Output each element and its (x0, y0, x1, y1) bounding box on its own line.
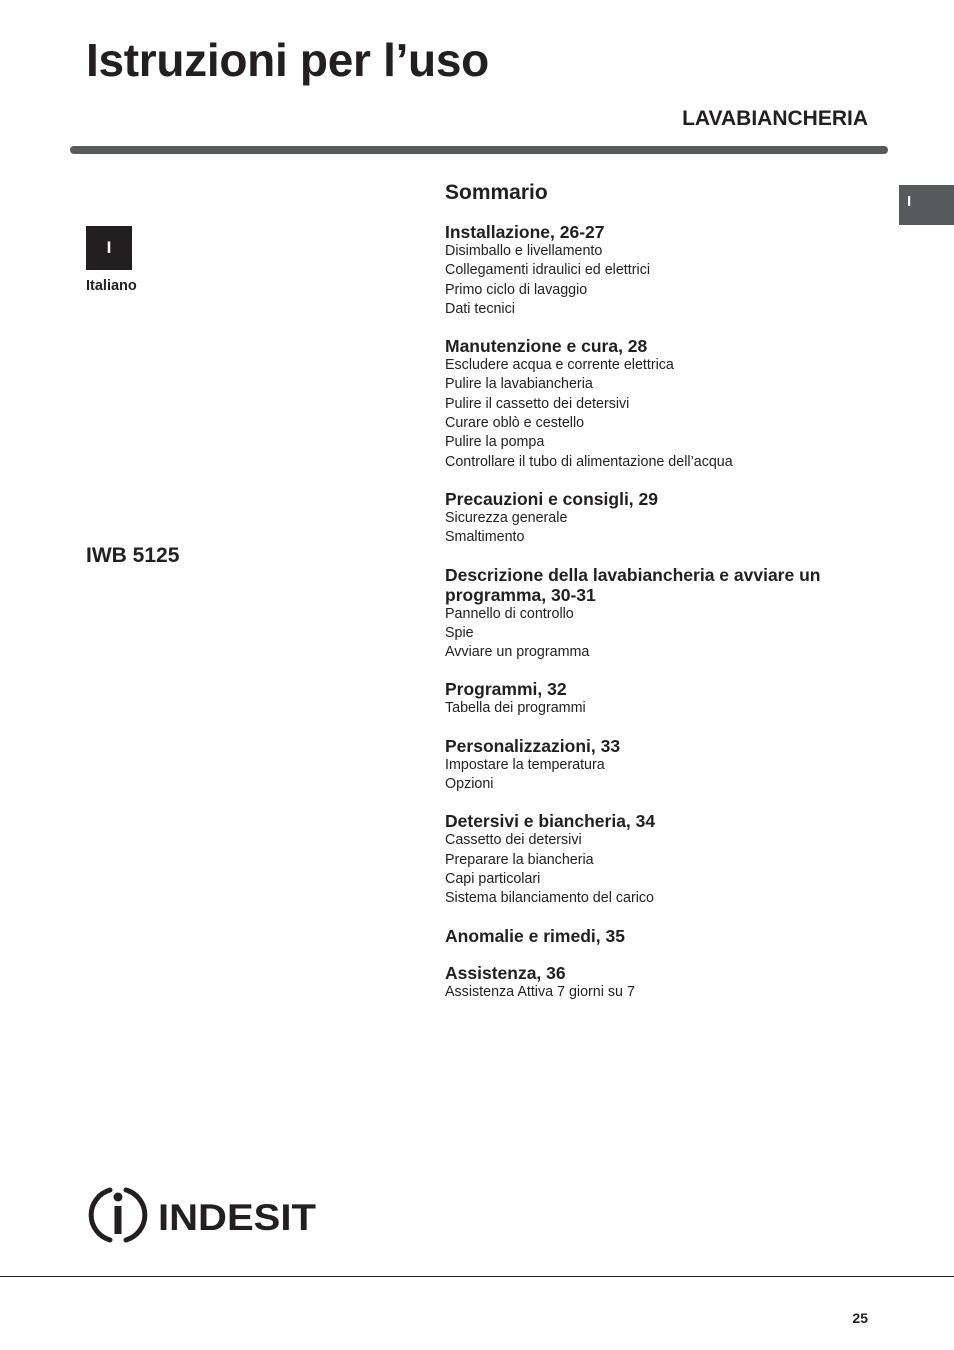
footer-divider (0, 1276, 954, 1277)
toc-item: Smaltimento (445, 529, 525, 546)
toc-section-title: Programmi, 32 (445, 679, 567, 700)
language-label: Italiano (86, 278, 137, 294)
toc-item: Impostare la temperatura (445, 756, 605, 773)
language-badge: I (86, 226, 132, 270)
toc-section (445, 336, 890, 472)
toc-section-title: Anomalie e rimedi, 35 (445, 925, 625, 946)
indesit-logo-icon (88, 1184, 320, 1246)
toc-section-title: Manutenzione e cura, 28 (445, 336, 648, 357)
toc-item: Sistema bilanciamento del carico (445, 890, 654, 907)
toc-item: Cassetto dei detersivi (445, 832, 582, 849)
toc-item: Avviare un programma (445, 644, 590, 661)
language-side-tab: I (899, 185, 954, 225)
toc-item: Sicurezza generale (445, 509, 568, 526)
toc-section (445, 963, 890, 1002)
toc-item: Assistenza Attiva 7 giorni su 7 (445, 983, 635, 1000)
toc-sections (445, 222, 890, 1002)
toc-item: Disimballo e livellamento (445, 243, 603, 259)
toc-section (445, 489, 890, 548)
toc-item: Escludere acqua e corrente elettrica (445, 357, 674, 374)
page-title: Istruzioni per l’uso (86, 34, 489, 86)
toc-item: Primo ciclo di lavaggio (445, 281, 588, 298)
toc-section-title: Assistenza, 36 (445, 962, 566, 983)
model-number: IWB 5125 (86, 544, 180, 567)
toc-section-title: Precauzioni e consigli, 29 (445, 488, 658, 509)
toc-heading: Sommario (445, 181, 548, 204)
toc-section (445, 679, 890, 718)
table-of-contents (445, 180, 890, 1019)
toc-item: Pannello di controllo (445, 605, 574, 622)
toc-item: Curare oblò e cestello (445, 415, 585, 432)
page-number: 25 (852, 1310, 868, 1326)
toc-item: Dati tecnici (445, 300, 515, 317)
product-category: LAVABIANCHERIA (682, 107, 868, 130)
toc-section-title: Detersivi e biancheria, 34 (445, 811, 656, 832)
brand-name: INDESIT (158, 1197, 317, 1238)
toc-item: Spie (445, 624, 474, 641)
toc-section (445, 811, 890, 908)
toc-section (445, 736, 890, 795)
toc-item: Controllare il tubo di alimentazione dell’acqua (445, 453, 733, 470)
toc-section-title: Descrizione della lavabiancheria e avviare un programma, 30-31 (445, 564, 821, 605)
toc-item: Preparare la biancheria (445, 851, 594, 868)
header-divider (70, 146, 888, 154)
toc-item: Capi particolari (445, 870, 541, 887)
toc-section (445, 565, 890, 663)
toc-section (445, 222, 890, 319)
toc-item: Collegamenti idraulici ed elettrici (445, 262, 651, 279)
toc-item: Pulire il cassetto dei detersivi (445, 395, 630, 412)
toc-section-title: Installazione, 26-27 (445, 222, 605, 242)
toc-item: Pulire la lavabiancheria (445, 376, 593, 393)
toc-section-title: Personalizzazioni, 33 (445, 735, 621, 756)
toc-item: Tabella dei programmi (445, 700, 586, 717)
toc-item: Pulire la pompa (445, 434, 545, 451)
toc-section (445, 926, 890, 946)
toc-item: Opzioni (445, 776, 494, 793)
